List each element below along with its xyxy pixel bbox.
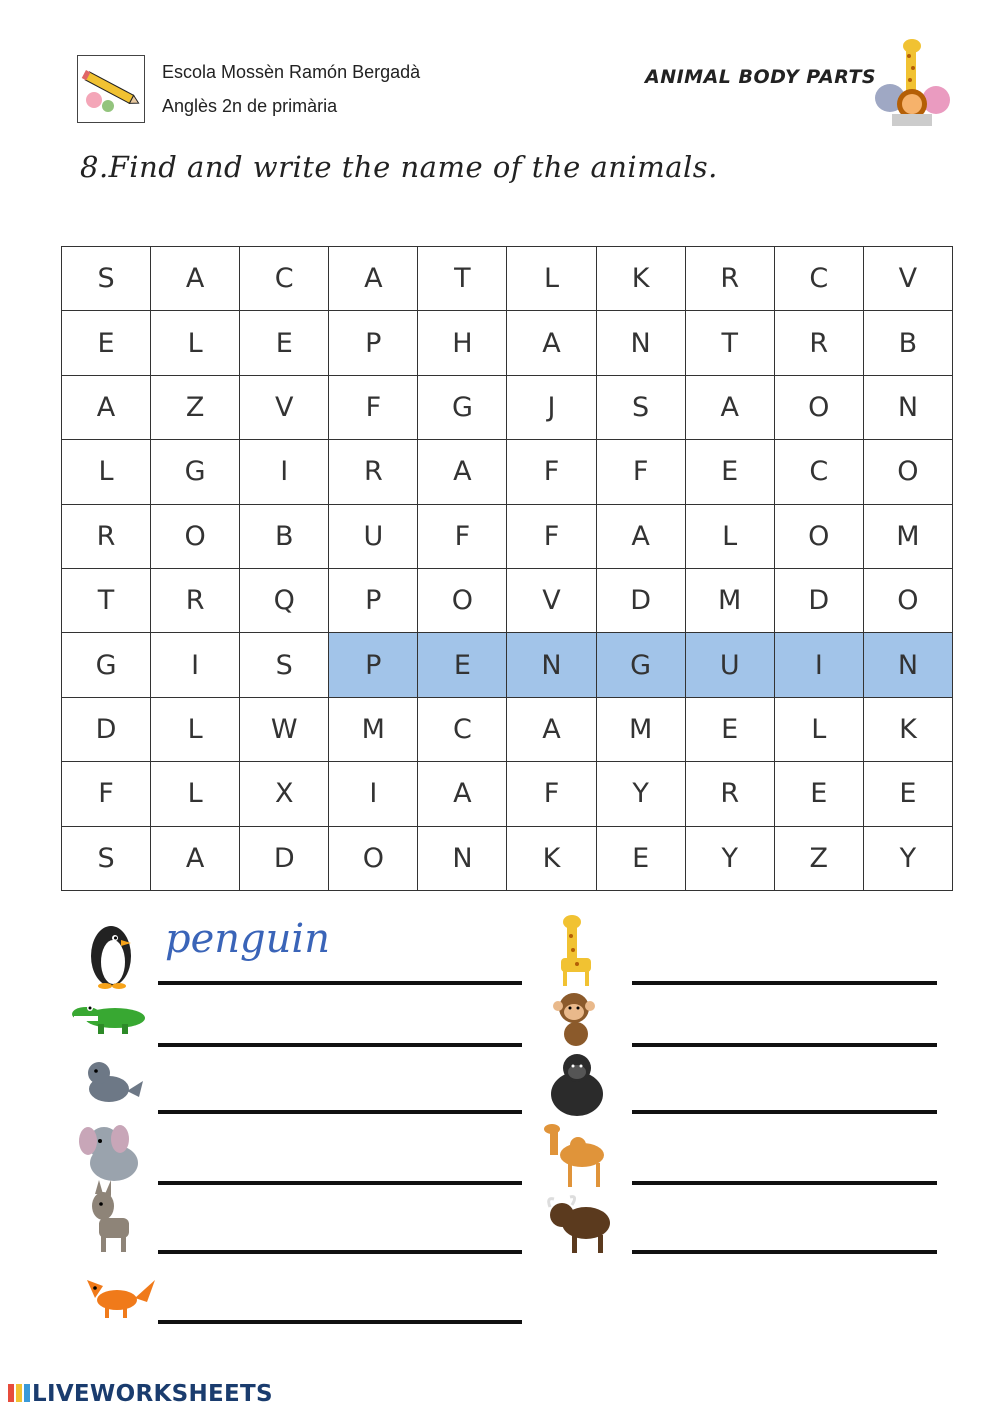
grid-row xyxy=(62,440,953,504)
answer-line[interactable] xyxy=(632,1181,937,1185)
grid-cell[interactable]: R xyxy=(62,504,151,568)
grid-cell[interactable]: W xyxy=(240,697,329,761)
answer-line[interactable] xyxy=(158,1320,522,1324)
worksheet-title: ANIMAL BODY PARTS xyxy=(645,66,877,88)
grid-cell[interactable]: A xyxy=(596,504,685,568)
grid-cell[interactable]: L xyxy=(774,697,863,761)
grid-cell[interactable]: X xyxy=(240,762,329,826)
grid-cell[interactable]: R xyxy=(685,762,774,826)
grid-cell[interactable]: L xyxy=(62,440,151,504)
grid-cell[interactable]: L xyxy=(151,697,240,761)
grid-row xyxy=(62,762,953,826)
course-name: Anglès 2n de primària xyxy=(162,96,338,116)
buffalo-icon xyxy=(542,1183,622,1263)
grid-cell[interactable]: H xyxy=(418,311,507,375)
school-logo xyxy=(77,55,145,123)
grid-cell[interactable]: R xyxy=(774,311,863,375)
grid-cell[interactable]: O xyxy=(418,568,507,632)
grid-cell[interactable]: A xyxy=(507,697,596,761)
grid-cell[interactable]: M xyxy=(863,504,952,568)
grid-cell[interactable]: U xyxy=(329,504,418,568)
grid-cell[interactable]: U xyxy=(685,633,774,697)
grid-row xyxy=(62,697,953,761)
grid-cell[interactable]: I xyxy=(240,440,329,504)
instruction-text: 8.Find and write the name of the animals. xyxy=(80,150,718,184)
pencil-icon xyxy=(78,56,144,122)
grid-cell[interactable]: L xyxy=(151,762,240,826)
brand-text: LIVEWORKSHEETS xyxy=(32,1381,273,1407)
grid-cell[interactable]: O xyxy=(774,375,863,439)
grid-cell[interactable]: P xyxy=(329,568,418,632)
grid-cell[interactable]: T xyxy=(62,568,151,632)
grid-cell[interactable]: G xyxy=(596,633,685,697)
grid-cell[interactable]: M xyxy=(685,568,774,632)
grid-cell[interactable]: N xyxy=(863,633,952,697)
grid-cell[interactable]: C xyxy=(240,247,329,311)
grid-cell[interactable]: I xyxy=(329,762,418,826)
gorilla-icon xyxy=(543,1046,623,1126)
grid-cell[interactable]: D xyxy=(774,568,863,632)
answer-line[interactable] xyxy=(632,1250,937,1254)
grid-row xyxy=(62,375,953,439)
grid-cell[interactable]: A xyxy=(62,375,151,439)
grid-cell[interactable]: L xyxy=(507,247,596,311)
grid-cell[interactable]: E xyxy=(240,311,329,375)
answer-line[interactable] xyxy=(158,1250,522,1254)
grid-row xyxy=(62,247,953,311)
animals-group-icon xyxy=(872,36,952,128)
grid-cell[interactable]: A xyxy=(418,762,507,826)
grid-cell[interactable]: D xyxy=(62,697,151,761)
fox-icon xyxy=(77,1258,157,1338)
grid-cell[interactable]: T xyxy=(418,247,507,311)
answer-line[interactable] xyxy=(158,1110,522,1114)
grid-cell[interactable]: A xyxy=(507,311,596,375)
grid-cell[interactable]: F xyxy=(329,375,418,439)
grid-cell[interactable]: C xyxy=(774,440,863,504)
grid-row xyxy=(62,568,953,632)
sample-answer: penguin xyxy=(165,916,330,962)
answer-line[interactable] xyxy=(158,1043,522,1047)
answer-line[interactable] xyxy=(632,981,937,985)
answer-line[interactable] xyxy=(158,1181,522,1185)
grid-cell[interactable]: E xyxy=(863,762,952,826)
grid-cell[interactable]: A xyxy=(685,375,774,439)
grid-cell[interactable]: C xyxy=(418,697,507,761)
grid-row xyxy=(62,311,953,375)
grid-cell[interactable]: M xyxy=(596,697,685,761)
grid-cell[interactable]: N xyxy=(596,311,685,375)
grid-cell[interactable]: R xyxy=(685,247,774,311)
grid-cell[interactable]: E xyxy=(685,697,774,761)
grid-cell[interactable]: O xyxy=(863,568,952,632)
grid-cell[interactable]: Z xyxy=(774,826,863,890)
school-name: Escola Mossèn Ramón Bergadà xyxy=(162,62,421,82)
grid-cell[interactable]: S xyxy=(62,826,151,890)
grid-cell[interactable]: B xyxy=(863,311,952,375)
grid-cell[interactable]: K xyxy=(596,247,685,311)
donkey-icon xyxy=(77,1180,157,1260)
liveworksheets-logo xyxy=(8,1381,273,1407)
grid-cell[interactable]: E xyxy=(685,440,774,504)
grid-cell[interactable]: P xyxy=(329,633,418,697)
liveworksheets-mark-icon xyxy=(8,1382,30,1404)
grid-cell[interactable]: K xyxy=(507,826,596,890)
grid-cell[interactable]: F xyxy=(596,440,685,504)
grid-cell[interactable]: Y xyxy=(685,826,774,890)
grid-cell[interactable]: V xyxy=(863,247,952,311)
grid-cell[interactable]: O xyxy=(774,504,863,568)
grid-cell[interactable]: A xyxy=(151,826,240,890)
answer-line[interactable] xyxy=(632,1043,937,1047)
grid-cell[interactable]: I xyxy=(151,633,240,697)
grid-row xyxy=(62,504,953,568)
grid-cell[interactable]: B xyxy=(240,504,329,568)
grid-cell[interactable]: E xyxy=(62,311,151,375)
grid-cell[interactable]: E xyxy=(418,633,507,697)
grid-cell[interactable]: P xyxy=(329,311,418,375)
grid-cell[interactable]: A xyxy=(418,440,507,504)
grid-cell[interactable]: F xyxy=(62,762,151,826)
grid-cell[interactable]: Z xyxy=(151,375,240,439)
grid-cell[interactable]: Q xyxy=(240,568,329,632)
grid-cell[interactable]: D xyxy=(240,826,329,890)
grid-cell[interactable]: V xyxy=(507,568,596,632)
grid-cell[interactable]: N xyxy=(863,375,952,439)
grid-cell[interactable]: O xyxy=(863,440,952,504)
grid-cell[interactable]: A xyxy=(151,247,240,311)
grid-row xyxy=(62,633,953,697)
grid-cell[interactable]: F xyxy=(418,504,507,568)
grid-row xyxy=(62,826,953,890)
grid-cell[interactable]: L xyxy=(685,504,774,568)
answer-line[interactable] xyxy=(158,981,522,985)
grid-cell[interactable]: N xyxy=(418,826,507,890)
grid-cell[interactable]: K xyxy=(863,697,952,761)
grid-cell[interactable]: I xyxy=(774,633,863,697)
grid-cell[interactable]: E xyxy=(774,762,863,826)
grid-cell[interactable]: N xyxy=(507,633,596,697)
grid-cell[interactable]: G xyxy=(418,375,507,439)
grid-cell[interactable]: F xyxy=(507,440,596,504)
word-search-grid xyxy=(61,246,953,891)
grid-cell[interactable]: S xyxy=(62,247,151,311)
grid-cell[interactable]: G xyxy=(151,440,240,504)
grid-cell[interactable]: F xyxy=(507,762,596,826)
grid-cell[interactable]: M xyxy=(329,697,418,761)
grid-cell[interactable]: D xyxy=(596,568,685,632)
grid-cell[interactable]: S xyxy=(596,375,685,439)
grid-cell[interactable]: V xyxy=(240,375,329,439)
grid-cell[interactable]: R xyxy=(329,440,418,504)
grid-cell[interactable]: Y xyxy=(596,762,685,826)
grid-cell[interactable]: G xyxy=(62,633,151,697)
grid-cell[interactable]: F xyxy=(507,504,596,568)
grid-cell[interactable]: A xyxy=(329,247,418,311)
grid-cell[interactable]: O xyxy=(151,504,240,568)
grid-cell[interactable]: S xyxy=(240,633,329,697)
grid-cell[interactable]: Y xyxy=(863,826,952,890)
grid-cell[interactable]: R xyxy=(151,568,240,632)
answer-line[interactable] xyxy=(632,1110,937,1114)
grid-cell[interactable]: J xyxy=(507,375,596,439)
grid-cell[interactable]: L xyxy=(151,311,240,375)
grid-cell[interactable]: E xyxy=(596,826,685,890)
grid-cell[interactable]: T xyxy=(685,311,774,375)
grid-cell[interactable]: C xyxy=(774,247,863,311)
grid-cell[interactable]: O xyxy=(329,826,418,890)
